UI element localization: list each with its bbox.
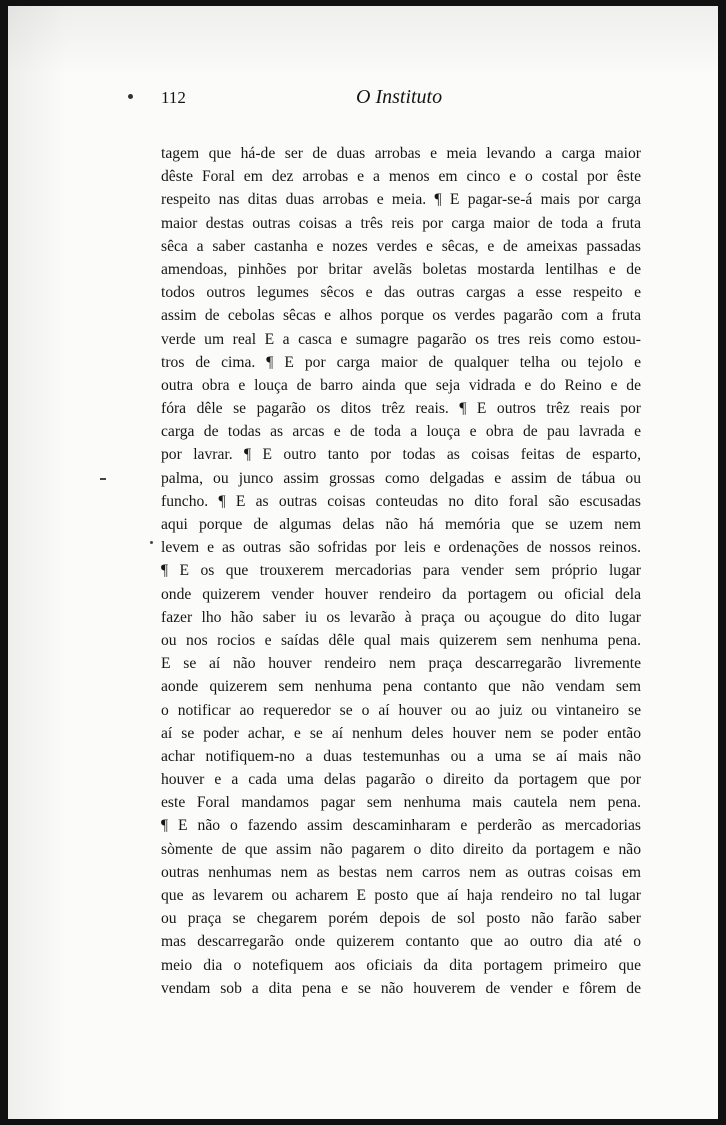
text-line: outra obra e louça de barro ainda que seja vidrada e do Reino e de: [161, 376, 641, 394]
text-line: ¶ E os que trouxerem mercadorias para vender sem próprio lugar: [161, 562, 641, 580]
text-line: sòmente de que assim não pagarem o dito direito da portagem e não: [161, 840, 641, 858]
text-line: ou nos rocios e saídas dêle qual mais quizerem sem nenhuma pena.: [161, 631, 641, 649]
text-line: houver e a cada uma delas pagarão o direito da portagem que por: [161, 771, 641, 789]
page-header: [161, 88, 636, 118]
margin-tick: [100, 478, 106, 480]
text-line: ¶ E não o fazendo assim descaminharam e perderão as mercadorias: [161, 817, 641, 835]
text-line: outras nenhumas nem as bestas nem carros nem as outras coisas em: [161, 863, 641, 881]
text-line: respeito nas ditas duas arrobas e meia. ¶ E pagar-se-á mais por carga: [161, 191, 641, 209]
text-line: o notificar ao requeredor se o aí houver ou ao juiz ou vintaneiro se: [161, 701, 641, 719]
text-line: levem e as outras são sofridas por leis e ordenações de nossos reinos.: [161, 539, 641, 557]
text-line: este Foral mandamos pagar sem nenhuma mais cautela nem pena.: [161, 794, 641, 812]
text-line: tros de cima. ¶ E por carga maior de qualquer telha ou tejolo e: [161, 353, 641, 371]
margin-dot: [128, 94, 133, 99]
text-line: verde um real E a casca e sumagre pagarão os tres reis como estou-: [161, 330, 641, 348]
text-line: sêca a saber castanha e nozes verdes e sêcas, e de ameixas passadas: [161, 237, 641, 255]
text-line: todos outros legumes sêcos e das outras cargas a esse respeito e: [161, 284, 641, 302]
running-title: O Instituto: [356, 86, 443, 108]
text-line: aí se poder achar, e se aí nenhum deles houver nem se poder então: [161, 724, 641, 742]
text-line: assim de cebolas sêcas e alhos porque os verdes pagarão com a fruta: [161, 307, 641, 325]
text-line: vendam sob a dita pena e se não houverem de vender e fôrem de: [161, 979, 641, 997]
text-line: que as levarem ou acharem E posto que aí haja rendeiro no tal lugar: [161, 887, 641, 904]
text-line: tagem que há-de ser de duas arrobas e meia levando a carga maior: [161, 145, 641, 162]
text-line: maior destas outras coisas a três reis por carga maior de toda a fruta: [161, 214, 641, 232]
text-line: por lavrar. ¶ E outro tanto por todas as coisas feitas de esparto,: [161, 446, 641, 464]
text-line: dêste Foral em dez arrobas e a menos em cinco e o costal por êste: [161, 168, 641, 186]
margin-dot-small: [150, 541, 153, 544]
text-line: palma, ou junco assim grossas como delgadas e assim de tábua ou: [161, 469, 641, 487]
text-line: fazer lho hão saber iu os levarão à praça ou açougue do dito lugar: [161, 608, 641, 626]
text-line: mas descarregarão onde quizerem contanto que ao outro dia até o: [161, 933, 641, 951]
text-line: ou praça se chegarem porém depois de sol posto não farão saber: [161, 910, 641, 928]
text-line: achar notifiquem-no a duas testemunhas ou a uma se aí mais não: [161, 747, 641, 765]
text-line: aqui porque de algumas delas não há memória que se uzem nem: [161, 516, 641, 533]
text-line: meio dia o notefiquem aos oficiais da dita portagem primeiro que: [161, 956, 641, 974]
body-text: [161, 142, 641, 1000]
text-line: aonde quizerem sem nenhuma pena contanto que não vendam sem: [161, 678, 641, 696]
text-line: E se aí não houver rendeiro nem praça descarregarão livremente: [161, 655, 641, 673]
text-line: carga de todas as arcas e de toda a louça e obra de pau lavrada e: [161, 423, 641, 441]
text-line: fóra dêle se pagarão os ditos trêz reais. ¶ E outros trêz reais por: [161, 400, 641, 418]
text-line: funcho. ¶ E as outras coisas conteudas no dito foral são escusadas: [161, 492, 641, 510]
text-line: onde quizerem vender houver rendeiro da portagem ou oficial dela: [161, 585, 641, 603]
page-number: 112: [161, 88, 186, 107]
text-line: amendoas, pinhões por britar avelãs boletas mostarda lentilhas e de: [161, 260, 641, 278]
